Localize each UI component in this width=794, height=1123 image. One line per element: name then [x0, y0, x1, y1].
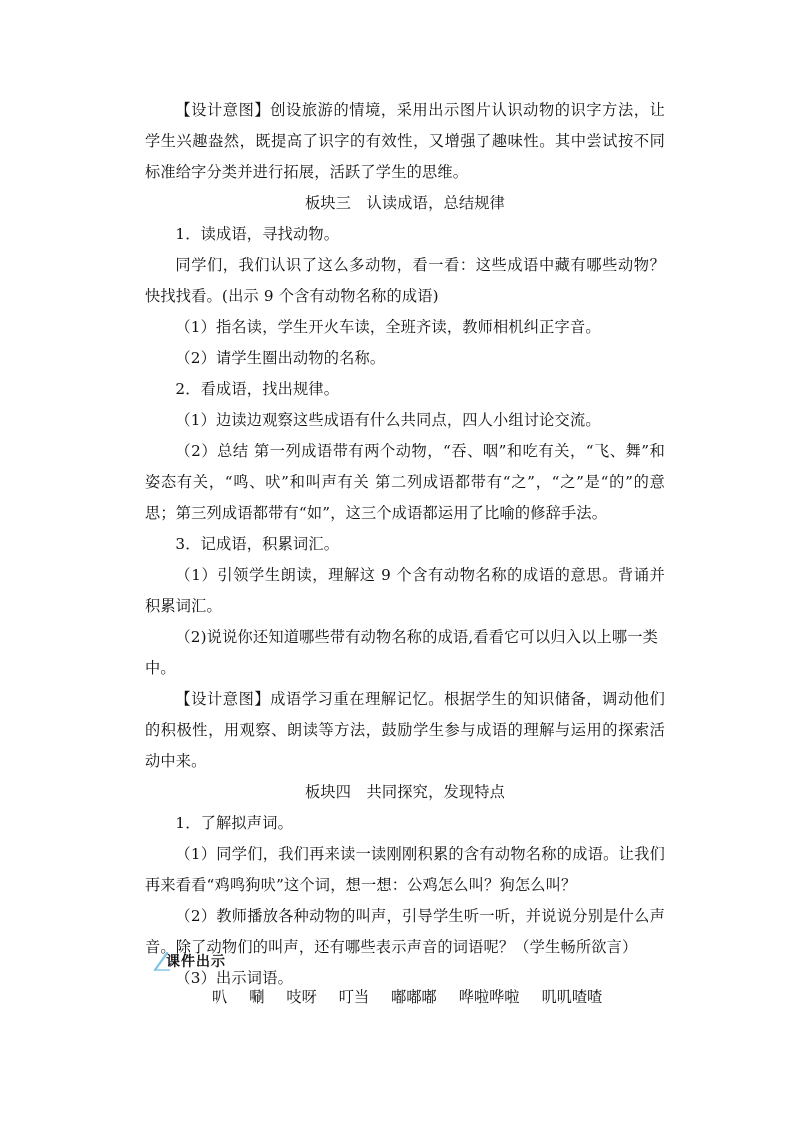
onomatopoeia-word-list	[212, 984, 602, 1010]
step-4-item-3: （3）出示词语。	[175, 969, 293, 987]
courseware-label: 课件出示	[166, 954, 226, 970]
word-item: 嘟嘟嘟	[391, 988, 437, 1006]
step-4-heading: 1．了解拟声词。	[175, 814, 293, 832]
word-item: 唰	[249, 988, 265, 1006]
step-2-heading: 2．看成语，找出规律。	[175, 380, 340, 398]
step-1-item-1: （1）指名读，学生开火车读，全班齐读，教师相机纠正字音。	[175, 318, 601, 336]
step-2-item-2: （2）总结 第一列成语带有两个动物，“吞、咽”和吃有关，“飞、舞”和姿态有关，“鸣、吠”和叫声有关 第二列成语都带有“之”，“之”是“的”的意思；第三列成语都带有“如”，这三个成语都运用了比喻的修辞手法。	[145, 442, 665, 522]
step-4-item-2: （2）教师播放各种动物的叫声，引导学生听一听，并说说分别是什么声音。除了动物们的叫声，还有哪些表示声音的词语呢？（学生畅所欲言）	[145, 907, 665, 956]
step-4-item-1: （1）同学们，我们再来读一读刚刚积累的含有动物名称的成语。让我们再来看看“鸡鸣狗吠”这个词，想一想：公鸡怎么叫？狗怎么叫？	[145, 845, 665, 894]
word-item: 叮当	[338, 988, 370, 1006]
design-intent-paragraph-2: 【设计意图】成语学习重在理解记忆。根据学生的知识储备，调动他们的积极性，用观察、朗读等方法，鼓励学生参与成语的理解与运用的探索活动中来。	[145, 690, 665, 770]
step-1-heading: 1．读成语，寻找动物。	[175, 225, 340, 243]
courseware-label-block	[153, 951, 243, 973]
section-heading-3: 板块三 认读成语，总结规律	[304, 194, 506, 212]
step-1-item-2: （2）请学生圈出动物的名称。	[175, 349, 386, 367]
step-3-heading: 3．记成语，积累词汇。	[175, 535, 340, 553]
word-item: 叽叽喳喳	[541, 988, 603, 1006]
section-heading-4: 板块四 共同探究，发现特点	[304, 783, 506, 801]
lesson-text	[145, 95, 665, 994]
step-2-item-1: （1）边读边观察这些成语有什么共同点，四人小组讨论交流。	[175, 411, 601, 429]
step-1-text: 同学们，我们认识了这么多动物，看一看：这些成语中藏有哪些动物？快找找看。(出示 9 个含有动物名称的成语)	[145, 256, 665, 305]
step-3-item-1: （1）引领学生朗读，理解这 9 个含有动物名称的成语的意思。背诵并积累词汇。	[145, 566, 665, 615]
design-intent-paragraph-1: 【设计意图】创设旅游的情境，采用出示图片认识动物的识字方法，让学生兴趣盎然，既提高了识字的有效性，又增强了趣味性。其中尝试按不同标准给字分类并进行拓展，活跃了学生的思维。	[145, 101, 665, 181]
word-item: 哗啦哗啦	[458, 988, 520, 1006]
step-3-item-2: （2)说说你还知道哪些带有动物名称的成语,看看它可以归入以上哪一类中。	[145, 628, 659, 677]
word-item: 叭	[212, 988, 228, 1006]
word-item: 吱呀	[286, 988, 317, 1006]
